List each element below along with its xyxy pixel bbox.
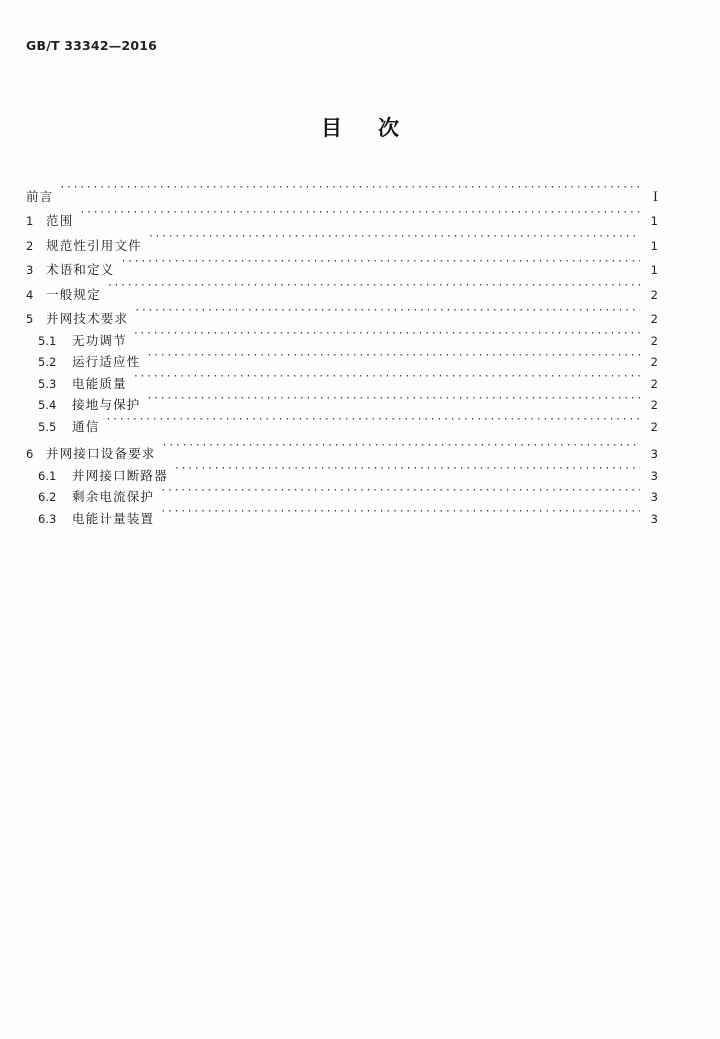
toc-entry-page: 1 (650, 214, 658, 228)
toc-entry-page: 3 (650, 490, 658, 504)
toc-entry-foreword[interactable] (26, 176, 658, 205)
toc-entry-number: 4 (26, 287, 34, 302)
toc-leader-dots (131, 366, 640, 388)
toc-entry-4[interactable] (26, 274, 658, 302)
standard-number: GB/T 33342—2016 (26, 38, 158, 53)
toc-leader-dots (131, 323, 640, 345)
toc-entry-title: 并网技术要求 (46, 311, 129, 326)
toc-entry-page: 2 (650, 355, 658, 369)
toc-leader-dots (103, 409, 640, 431)
toc-entry-page: 2 (650, 419, 658, 434)
toc-entry-title: 术语和定义 (46, 262, 115, 277)
toc-entry-5-4[interactable] (26, 388, 658, 410)
toc-entry-title: 通信 (72, 418, 100, 434)
toc-entry-page: 3 (650, 511, 658, 526)
toc-entry-page: I (652, 189, 658, 205)
toc-leader-dots (105, 274, 640, 299)
toc-entry-number: 3 (26, 263, 34, 277)
toc-entry-3[interactable] (26, 250, 658, 275)
toc-entry-number: 6.2 (38, 490, 57, 504)
toc-entry-page: 2 (650, 333, 658, 348)
toc-leader-dots (158, 480, 640, 502)
table-of-contents (26, 176, 658, 526)
toc-entry-number: 2 (26, 238, 34, 253)
toc-entry-number: 5.5 (38, 419, 57, 434)
toc-entry-number: 5.2 (38, 355, 57, 369)
toc-entry-number: 5.1 (38, 333, 57, 348)
toc-entry-title: 电能质量 (72, 375, 127, 391)
toc-entry-6-2[interactable] (26, 480, 658, 502)
toc-entry-title: 无功调节 (72, 332, 127, 348)
toc-entry-6-3[interactable] (26, 501, 658, 526)
toc-entry-page: 2 (650, 376, 658, 391)
toc-entry-number: 6.1 (38, 468, 57, 483)
toc-entry-number: 5.4 (38, 398, 57, 412)
toc-entry-5[interactable] (26, 299, 658, 324)
toc-entry-6-1[interactable] (26, 458, 658, 483)
toc-leader-dots (160, 434, 640, 459)
toc-entry-5-2[interactable] (26, 345, 658, 367)
toc-leader-dots (145, 388, 640, 410)
toc-leader-dots (77, 201, 640, 226)
toc-entry-page: 1 (650, 263, 658, 277)
toc-entry-title: 一般规定 (46, 286, 101, 302)
toc-entry-title: 剩余电流保护 (72, 489, 155, 504)
toc-entry-page: 2 (650, 398, 658, 412)
toc-leader-dots (158, 501, 640, 523)
toc-entry-5-5[interactable] (26, 409, 658, 434)
toc-entry-title: 电能计量装置 (72, 510, 155, 526)
toc-entry-page: 2 (650, 312, 658, 326)
toc-leader-dots (57, 176, 640, 201)
toc-entry-title: 范围 (46, 213, 74, 228)
toc-entry-page: 1 (650, 238, 658, 253)
toc-entry-page: 2 (650, 287, 658, 302)
toc-leader-dots (146, 225, 640, 250)
toc-leader-dots (132, 299, 640, 324)
toc-entry-5-3[interactable] (26, 366, 658, 391)
toc-entry-number: 6.3 (38, 511, 57, 526)
toc-entry-1[interactable] (26, 201, 658, 226)
toc-entry-6[interactable] (26, 434, 658, 459)
toc-entry-number: 5.3 (38, 376, 57, 391)
toc-entry-title: 运行适应性 (72, 354, 141, 369)
toc-leader-dots (172, 458, 640, 480)
toc-entry-2[interactable] (26, 225, 658, 253)
toc-entry-number: 1 (26, 214, 34, 228)
toc-entry-title: 并网接口设备要求 (46, 446, 156, 461)
toc-entry-title: 规范性引用文件 (46, 237, 142, 253)
toc-leader-dots (119, 250, 640, 275)
toc-entry-title: 接地与保护 (72, 397, 141, 412)
toc-entry-page: 3 (650, 447, 658, 461)
page-title: 目次 (321, 116, 435, 140)
toc-entry-number: 6 (26, 447, 34, 461)
toc-entry-title: 并网接口断路器 (72, 467, 168, 483)
toc-leader-dots (145, 345, 640, 367)
toc-entry-5-1[interactable] (26, 323, 658, 348)
toc-entry-page: 3 (650, 468, 658, 483)
toc-entry-title: 前言 (26, 188, 54, 204)
toc-entry-number: 5 (26, 312, 34, 326)
